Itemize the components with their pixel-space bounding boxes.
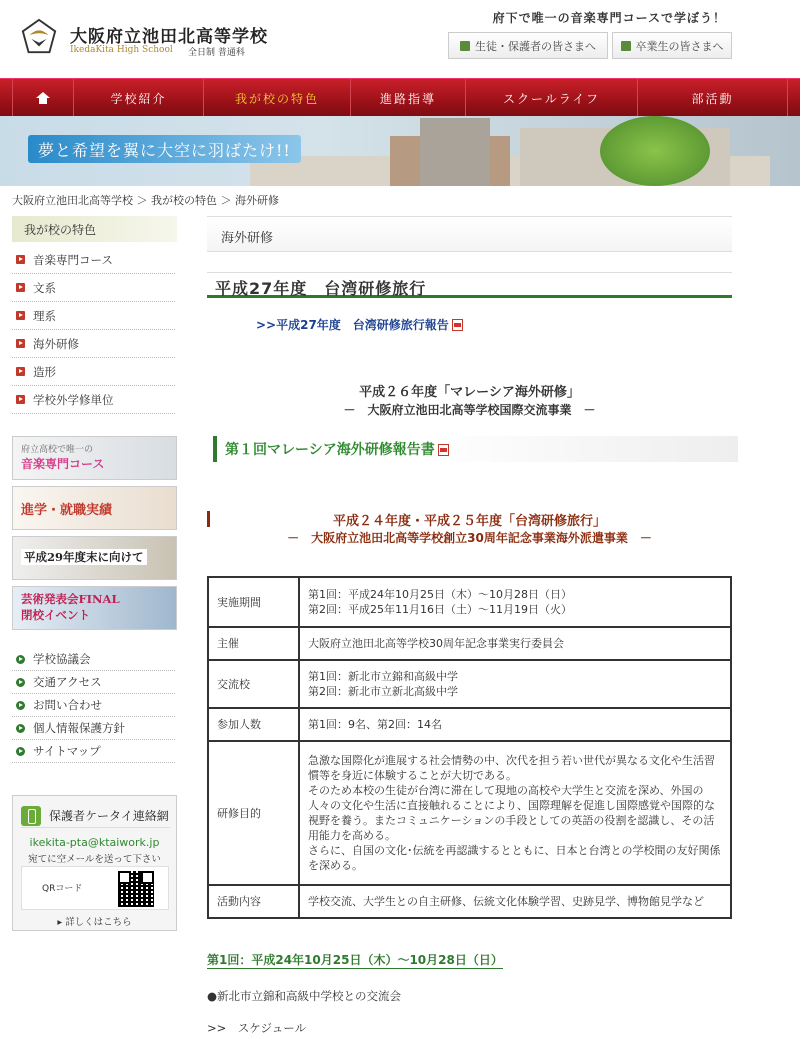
table-row xyxy=(208,741,731,885)
link-contact[interactable] xyxy=(12,694,175,717)
training-info-table xyxy=(207,576,732,919)
h29-banner-label: 平成29年度末に向けて xyxy=(21,549,147,565)
nav-club[interactable]: 部活動 xyxy=(638,79,788,117)
period-line2: 第2回：平成25年11月16日（土）～11月19日（火） xyxy=(308,603,572,616)
qr-label: QRコード xyxy=(42,884,83,894)
sidebar-item-label: 音楽専門コース xyxy=(33,252,113,267)
parents-button-label: 生徒・保護者の皆さまへ xyxy=(475,39,596,53)
arrow-icon xyxy=(16,283,25,292)
mobile-contact-box[interactable] xyxy=(12,795,177,931)
building-image xyxy=(420,118,490,186)
final-banner-line2: 閉校イベント xyxy=(21,608,90,622)
sidebar-item-label: 海外研修 xyxy=(33,336,79,351)
link-access[interactable] xyxy=(12,671,175,694)
alumni-button-label: 卒業生の皆さまへ xyxy=(635,39,724,53)
table-key: 研修目的 xyxy=(208,741,299,885)
table-value: 学校交流、大学生との自主研修、伝統文化体験学習、史跡見学、博物館見学など xyxy=(299,885,731,918)
header-catchphrase: 府下で唯一の音楽専門コースで学ぼう！ xyxy=(492,11,726,25)
table-value: 第1回：9名、第2回：14名 xyxy=(299,708,731,741)
table-key: 参加人数 xyxy=(208,708,299,741)
arrow-icon xyxy=(16,678,25,687)
report-link-label: >>平成27年度 台湾研修旅行報告 xyxy=(256,318,449,332)
home-icon xyxy=(36,92,50,104)
exchange-item: ●新北市立錦和高級中学校との交流会 xyxy=(207,989,402,1003)
arrow-icon xyxy=(16,255,25,264)
final-banner-line1: 芸術発表会FINAL xyxy=(21,592,120,606)
period-line1: 第1回：平成24年10月25日（木）～10月28日（日） xyxy=(308,588,572,601)
link-privacy[interactable] xyxy=(12,717,175,740)
breadcrumb[interactable]: 大阪府立池田北高等学校 ＞ 我が校の特色 ＞ 海外研修 xyxy=(12,194,279,207)
table-row xyxy=(208,708,731,741)
career-results-banner[interactable]: 進学・就職実績 xyxy=(12,486,177,530)
tree-image xyxy=(600,116,710,186)
mobile-email[interactable]: ikekita-pta@ktaiwork.jp xyxy=(29,836,160,849)
mobile-contact-title xyxy=(21,804,170,828)
sidebar-item-art[interactable] xyxy=(12,358,175,386)
parents-button[interactable] xyxy=(448,32,608,59)
music-course-banner[interactable] xyxy=(12,436,177,480)
nav-school-life[interactable]: スクールライフ xyxy=(466,79,638,117)
mobile-title-label: 保護者ケータイ連絡網 xyxy=(49,809,169,823)
pdf-icon xyxy=(452,319,463,331)
music-banner-line2: 音楽専門コース xyxy=(21,457,105,471)
school-name-en: IkedaKita High School xyxy=(70,45,173,55)
link-label: 学校協議会 xyxy=(33,652,91,666)
arrow-icon xyxy=(16,395,25,404)
schedule-link[interactable]: >> スケジュール xyxy=(207,1021,307,1035)
nav-school-intro[interactable]: 学校紹介 xyxy=(74,79,204,117)
link-label: お問い合わせ xyxy=(33,698,102,712)
malaysia-report-link[interactable] xyxy=(213,436,738,462)
sidebar-title: 我が校の特色 xyxy=(12,216,177,242)
nav-home[interactable] xyxy=(12,79,74,117)
arrow-icon xyxy=(16,724,25,733)
sidebar-item-overseas[interactable] xyxy=(12,330,175,358)
school-name[interactable]: 大阪府立池田北高等学校 xyxy=(70,27,268,47)
sidebar-item-label: 理系 xyxy=(33,308,56,323)
link-label: サイトマップ xyxy=(33,744,101,758)
arrow-icon xyxy=(16,655,25,664)
table-key: 主催 xyxy=(208,627,299,660)
taiwan-h27-report-link[interactable] xyxy=(256,316,463,333)
nav-features[interactable]: 我が校の特色 xyxy=(204,79,351,117)
sidebar-item-external-credits[interactable] xyxy=(12,386,175,414)
sidebar-item-music[interactable] xyxy=(12,246,175,274)
table-row xyxy=(208,627,731,660)
arrow-icon xyxy=(16,367,25,376)
phone-icon xyxy=(21,806,41,826)
malaysia-subtitle: － 大阪府立池田北高等学校国際交流事業 － xyxy=(343,403,596,417)
taiwan-title: 平成２４年度・平成２５年度「台湾研修旅行」 xyxy=(332,514,606,529)
nav-career[interactable]: 進路指導 xyxy=(351,79,466,117)
arrow-icon xyxy=(16,339,25,348)
first-trip-heading: 第1回：平成24年10月25日（木）～10月28日（日） xyxy=(207,953,503,967)
mobile-note: 宛てに空メールを送って下さい xyxy=(28,854,161,865)
table-value xyxy=(299,660,731,708)
qr-code-icon xyxy=(118,871,154,907)
school-line1: 第1回：新北市立錦和高級中学 xyxy=(308,670,458,683)
purpose-para2: そのため本校の生徒が台湾に滞在して現地の高校や大学生と交流を深め、外国の人々の文化や生活に直接触れることにより、国際理解を促進し国際感覚や国際的な視野を養う。またコミュニケーションの手段としての英語の役割を認識し、その活用能力を高める。 xyxy=(308,784,715,842)
hero-banner xyxy=(0,116,800,186)
qr-area xyxy=(21,866,169,910)
link-school-council[interactable] xyxy=(12,648,175,671)
table-row xyxy=(208,885,731,918)
school-line2: 第2回：新北市立新北高級中学 xyxy=(308,685,458,698)
table-key: 実施期間 xyxy=(208,577,299,627)
music-banner-line1: 府立高校で唯一の xyxy=(21,445,94,455)
arrow-icon xyxy=(16,311,25,320)
people-icon xyxy=(460,41,470,51)
h29-banner[interactable] xyxy=(12,536,177,580)
malaysia-title: 平成２６年度「マレーシア海外研修」 xyxy=(359,385,580,400)
arrow-icon xyxy=(16,747,25,756)
sidebar-item-label: 文系 xyxy=(33,280,56,295)
arrow-icon xyxy=(16,701,25,710)
sidebar-menu xyxy=(12,246,175,414)
people-icon xyxy=(621,41,631,51)
sidebar-item-science[interactable] xyxy=(12,302,175,330)
table-row xyxy=(208,660,731,708)
table-value: 大阪府立池田北高等学校30周年記念事業実行委員会 xyxy=(299,627,731,660)
table-key: 交流校 xyxy=(208,660,299,708)
purpose-para3: さらに、自国の文化･伝統を再認識するとともに、日本と台湾との学校間の友好関係を深める。 xyxy=(308,844,721,872)
table-row xyxy=(208,577,731,627)
table-key: 活動内容 xyxy=(208,885,299,918)
global-nav xyxy=(0,78,800,116)
page-title: 海外研修 xyxy=(207,216,732,252)
sidebar-item-label: 学校外学修単位 xyxy=(33,392,114,407)
table-value xyxy=(299,741,731,885)
school-emblem-icon[interactable] xyxy=(20,18,58,56)
alumni-button[interactable] xyxy=(612,32,732,59)
link-sitemap[interactable] xyxy=(12,740,175,763)
school-course: 全日制 普通科 xyxy=(188,48,245,58)
sidebar-item-label: 造形 xyxy=(33,364,56,379)
final-event-banner[interactable] xyxy=(12,586,177,630)
section-heading-taiwan-h27: 平成27年度 台湾研修旅行 xyxy=(207,272,732,298)
sidebar-item-humanities[interactable] xyxy=(12,274,175,302)
purpose-para1: 急激な国際化が進展する社会情勢の中、次代を担う若い世代が異なる文化や生活習慣等を身近に体験することが大切である。 xyxy=(308,754,715,782)
link-label: 個人情報保護方針 xyxy=(33,721,125,735)
malaysia-report-label: 第１回マレーシア海外研修報告書 xyxy=(225,442,435,458)
pdf-icon xyxy=(438,444,449,456)
taiwan-subtitle: － 大阪府立池田北高等学校創立30周年記念事業海外派遣事業 － xyxy=(287,531,652,545)
table-value xyxy=(299,577,731,627)
mobile-more-link[interactable]: ▸ 詳しくはこちら xyxy=(57,917,132,928)
banner-slogan: 夢と希望を翼に大空に羽ばたけ!! xyxy=(28,135,301,163)
sidebar-links xyxy=(12,648,175,763)
site-header xyxy=(0,0,800,78)
link-label: 交通アクセス xyxy=(33,675,102,689)
